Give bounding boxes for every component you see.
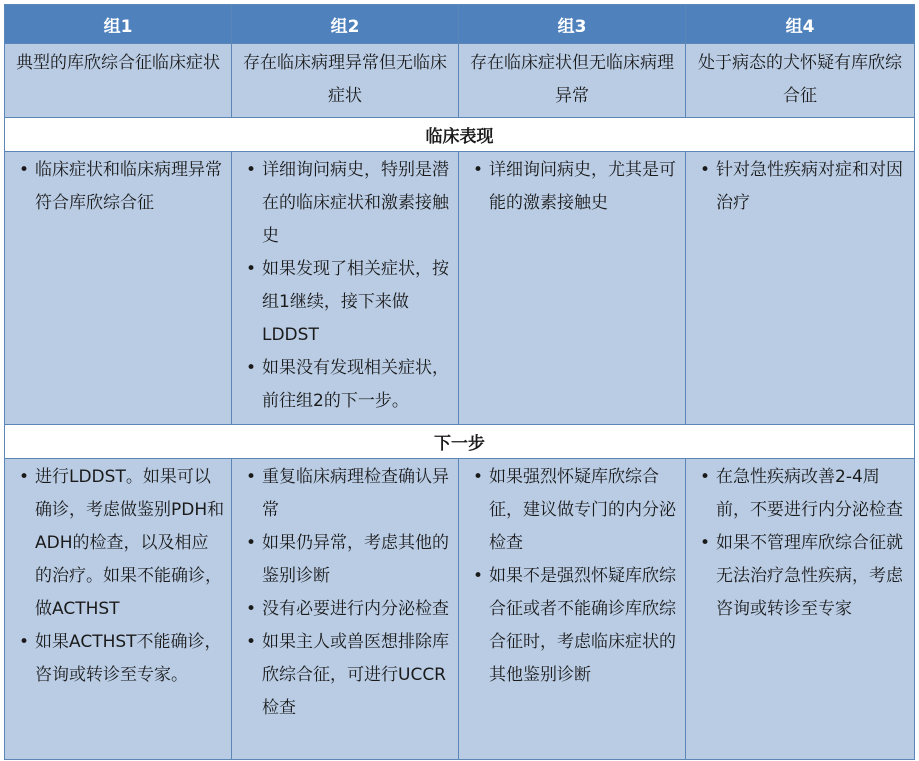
bullet-list [9,461,225,692]
bullet-list [690,154,908,220]
header-group-2: 组2 [232,5,459,44]
clinical-content-row [5,152,915,425]
list-item: • 没有必要进行内分泌检查 [236,593,452,626]
document-table-wrapper [4,4,914,760]
bullet-list [236,461,452,725]
bullet-list [9,154,225,220]
list-item: • 如果ACTHST不能确诊，咨询或转诊至专家。 [9,626,225,692]
group-3-description: 存在临床症状但无临床病理异常 [459,44,686,118]
header-group-1: 组1 [5,5,232,44]
clinical-cell-group-2 [232,152,459,425]
cushing-group-table [4,4,915,760]
section-clinical-row [5,118,915,152]
section-next-row [5,425,915,459]
next-cell-group-1 [5,459,232,760]
list-item: • 如果不是强烈怀疑库欣综合征或者不能确诊库欣综合征时，考虑临床症状的其他鉴别诊断 [463,560,679,692]
clinical-cell-group-3 [459,152,686,425]
bullet-list [463,461,679,692]
list-item: • 重复临床病理检查确认异常 [236,461,452,527]
list-item: • 如果主人或兽医想排除库欣综合征，可进行UCCR检查 [236,626,452,725]
section-title-next: 下一步 [5,425,915,459]
clinical-cell-group-4 [686,152,915,425]
section-title-clinical: 临床表现 [5,118,915,152]
header-group-3: 组3 [459,5,686,44]
list-item: • 详细询问病史，尤其是可能的激素接触史 [463,154,679,220]
next-cell-group-4 [686,459,915,760]
group-1-description: 典型的库欣综合征临床症状 [5,44,232,118]
clinical-cell-group-1 [5,152,232,425]
header-row [5,5,915,44]
next-cell-group-3 [459,459,686,760]
bullet-list [690,461,908,626]
next-cell-group-2 [232,459,459,760]
next-content-row [5,459,915,760]
list-item: • 如果不管理库欣综合征就无法治疗急性疾病，考虑咨询或转诊至专家 [690,527,908,626]
bullet-list [463,154,679,220]
list-item: • 如果发现了相关症状，按组1继续，接下来做LDDST [236,253,452,352]
list-item: • 详细询问病史，特别是潜在的临床症状和激素接触史 [236,154,452,253]
list-item: • 在急性疾病改善2-4周前，不要进行内分泌检查 [690,461,908,527]
group-4-description: 处于病态的犬怀疑有库欣综合征 [686,44,915,118]
list-item: • 如果仍异常，考虑其他的鉴别诊断 [236,527,452,593]
list-item: • 进行LDDST。如果可以确诊，考虑做鉴别PDH和ADH的检查，以及相应的治疗。如果不能确诊，做ACTHST [9,461,225,626]
list-item: • 临床症状和临床病理异常符合库欣综合征 [9,154,225,220]
group-2-description: 存在临床病理异常但无临床症状 [232,44,459,118]
list-item: • 针对急性疾病对症和对因治疗 [690,154,908,220]
group-description-row [5,44,915,118]
list-item: • 如果没有发现相关症状，前往组2的下一步。 [236,352,452,418]
bullet-list [236,154,452,418]
header-group-4: 组4 [686,5,915,44]
list-item: • 如果强烈怀疑库欣综合征，建议做专门的内分泌检查 [463,461,679,560]
